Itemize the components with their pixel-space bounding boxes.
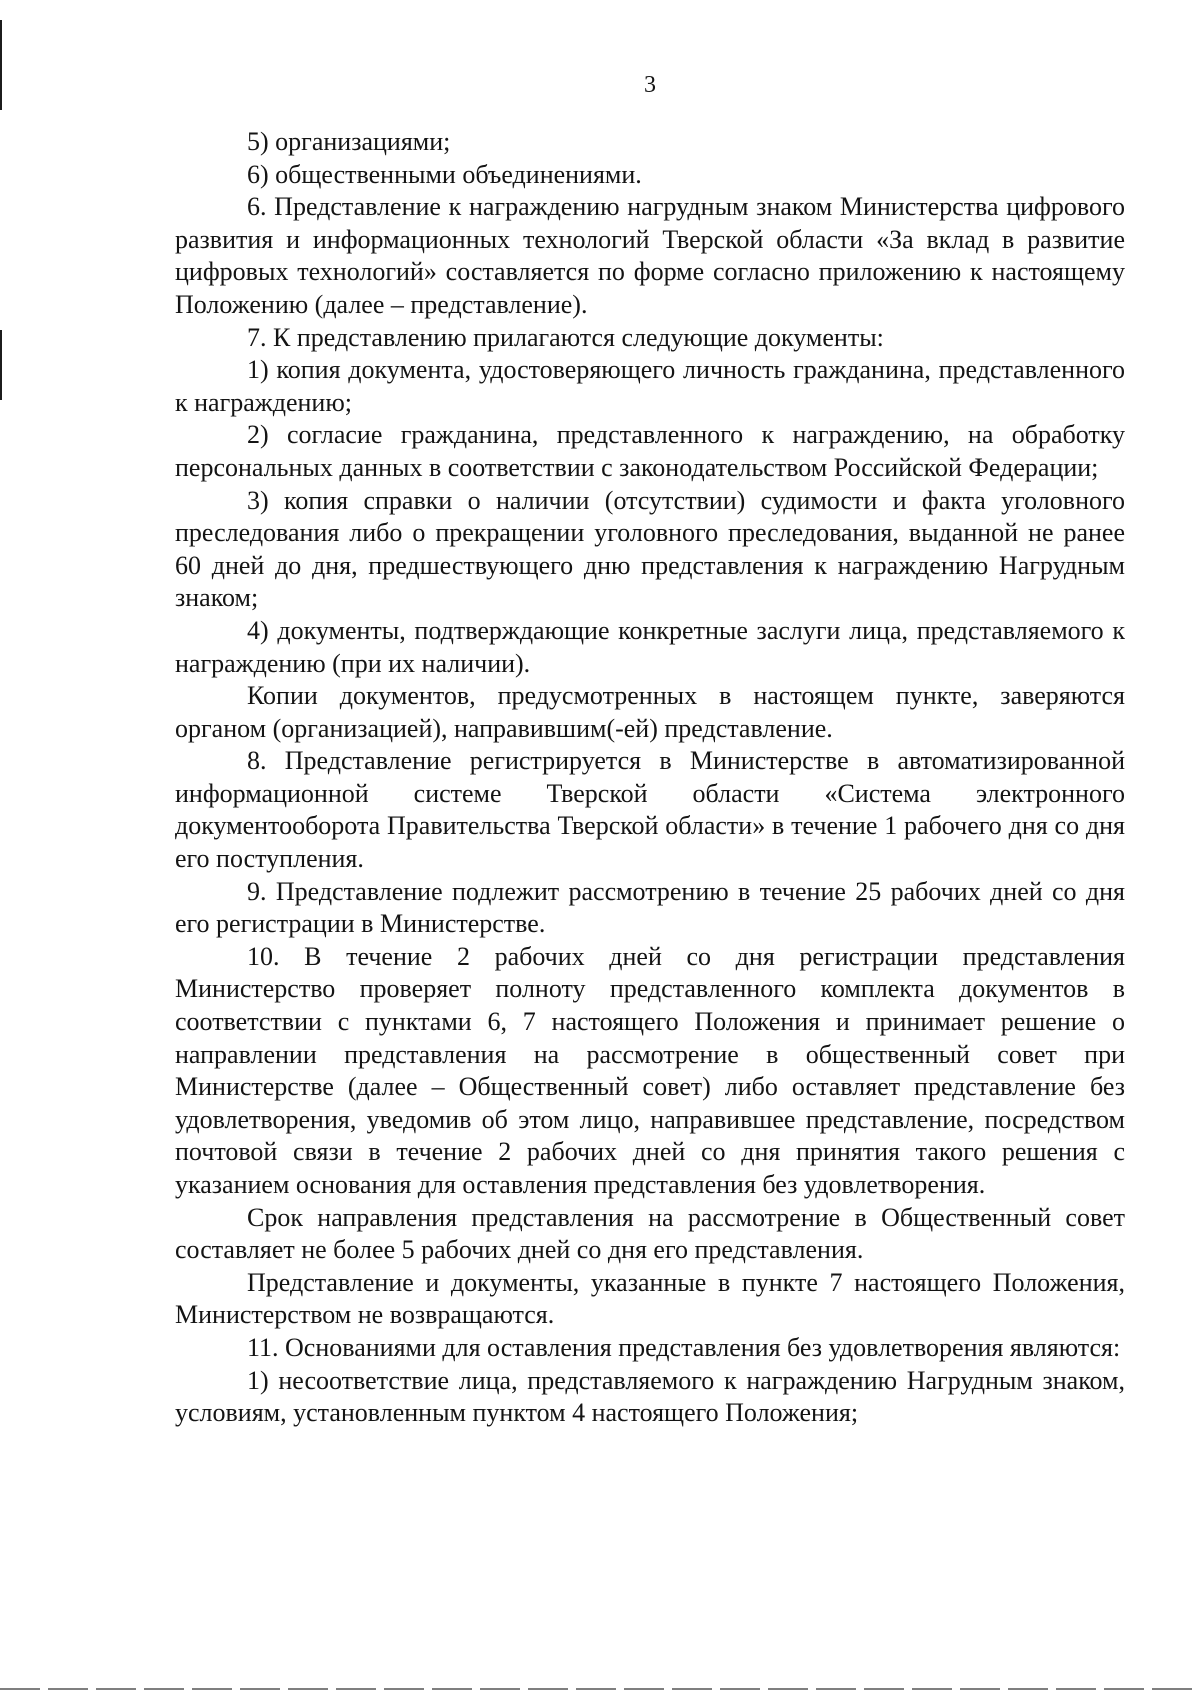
paragraph: 8. Представление регистрируется в Министерстве в автоматизированной информационной системе Тверской области «Система электронного документооборота Правительства Тверской области» в течение 1 рабочего дня со дня его поступления.	[175, 746, 1125, 874]
document-body	[175, 126, 1125, 1430]
paragraph: Копии документов, предусмотренных в настоящем пункте, заверяются органом (организацией), направившим(-ей) представление.	[175, 681, 1125, 743]
paragraph: Срок направления представления на рассмотрение в Общественный совет составляет не более 5 рабочих дней со дня его представления.	[175, 1202, 1125, 1265]
paragraph: 11. Основаниями для оставления представления без удовлетворения являются:	[247, 1332, 1121, 1362]
paragraph: 6) общественными объединениями.	[247, 159, 642, 189]
paragraph: 1) копия документа, удостоверяющего личность гражданина, представленного к награждению;	[175, 355, 1125, 417]
scan-bottom-edge	[0, 1688, 1200, 1690]
paragraph: 3) копия справки о наличии (отсутствии) судимости и факта уголовного преследования либо о прекращении уголовного преследования, выданной не ранее 60 дней до дня, предшествующего дню представления к награждению Нагрудным знаком;	[175, 485, 1125, 613]
paragraph: Представление и документы, указанные в пункте 7 настоящего Положения, Министерством не возвращаются.	[175, 1267, 1125, 1330]
paragraph: 10. В течение 2 рабочих дней со дня регистрации представления Министерство проверяет полноту представленного комплекта документов в соответствии с пунктами 6, 7 настоящего Положения и принимает решение о направлении представления на рассмотрение в общественный совет при Министерстве (далее – Общественный совет) либо оставляет представление без удовлетворения, уведомив об этом лицо, направившее представление, посредством почтовой связи в течение 2 рабочих дней со дня принятия такого решения с указанием основания для оставления представления без удовлетворения.	[175, 941, 1125, 1199]
paragraph: 4) документы, подтверждающие конкретные заслуги лица, представляемого к награждению (при их наличии).	[175, 615, 1125, 678]
scan-edge-mark	[0, 330, 2, 400]
paragraph: 6. Представление к награждению нагрудным знаком Министерства цифрового развития и информационных технологий Тверской области «За вклад в развитие цифровых технологий» составляется по форме согласно приложению к настоящему Положению (далее – представление).	[175, 192, 1125, 319]
paragraph: 5) организациями;	[247, 127, 451, 156]
page-number: 3	[644, 72, 656, 98]
paragraph: 7. К представлению прилагаются следующие документы:	[247, 322, 884, 352]
paragraph: 1) несоответствие лица, представляемого к награждению Нагрудным знаком, условиям, установленным пунктом 4 настоящего Положения;	[175, 1365, 1125, 1428]
paragraph: 2) согласие гражданина, представленного к награждению, на обработку персональных данных в соответствии с законодательством Российской Федерации;	[175, 420, 1125, 482]
paragraph: 9. Представление подлежит рассмотрению в течение 25 рабочих дней со дня его регистрации в Министерстве.	[175, 876, 1125, 939]
